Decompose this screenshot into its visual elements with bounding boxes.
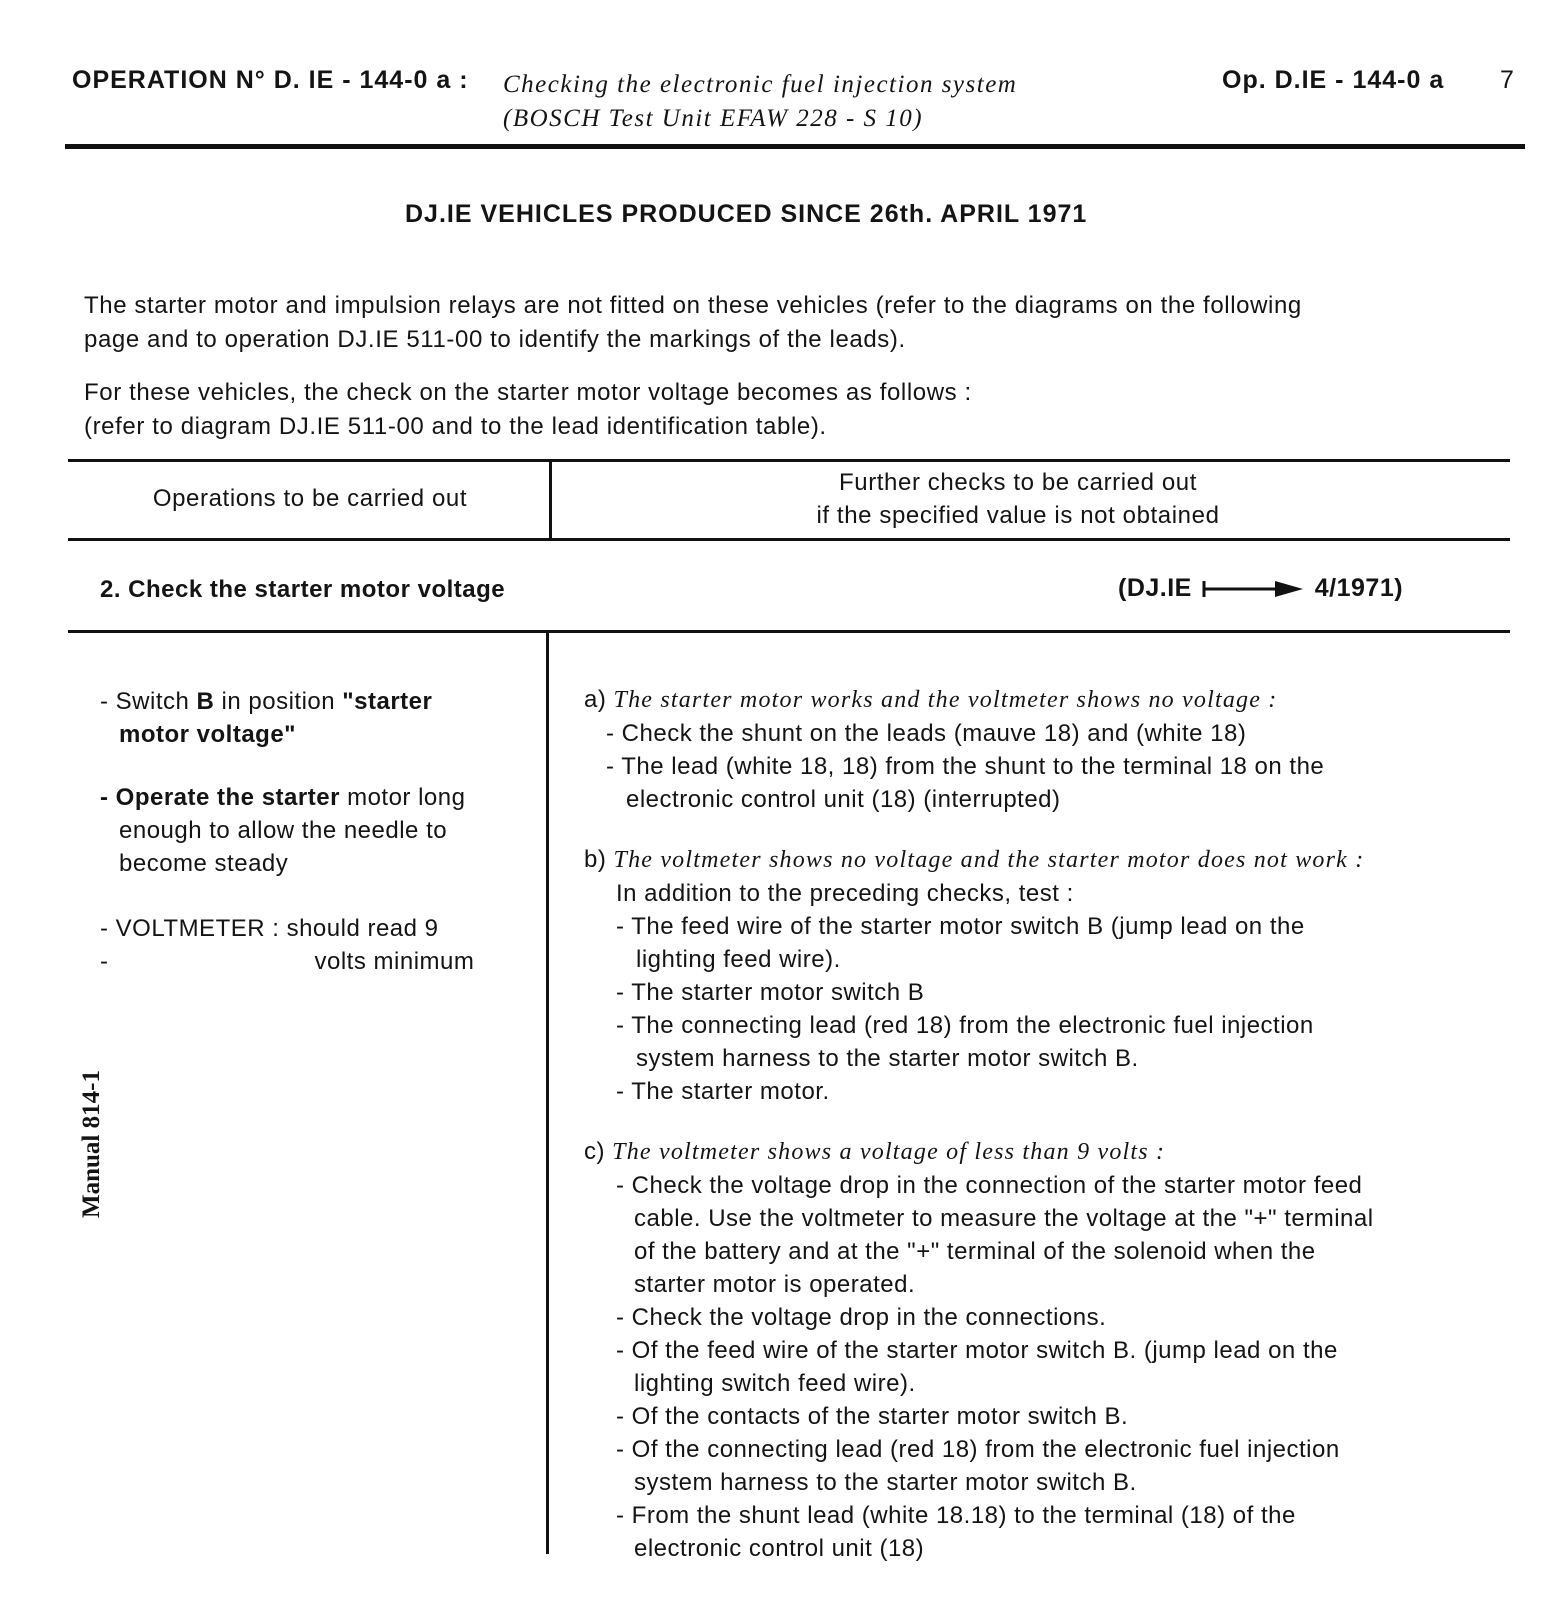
list-item: - Of the connecting lead (red 18) from the electronic fuel injection xyxy=(616,1436,1340,1463)
column-header-further-checks xyxy=(553,466,1483,532)
check-case-b: b) The voltmeter shows no voltage and the starter motor does not work : In addition to the preceding checks, test : - The feed wire of the starter motor switch B (jump lead on the lighting feed wire). - The starter motor switch B - The connecting lead (red 18) from the electronic fuel injection system harness to the starter motor switch B. - The starter motor. xyxy=(584,843,1364,1108)
check-case-a: a) The starter motor works and the voltmeter shows no voltage : - Check the shunt on the leads (mauve 18) and (white 18) - The lead (white 18, 18) from the shunt to the terminal 18 on the electronic control unit (18) (interrupted) xyxy=(584,683,1324,816)
switch-label: B xyxy=(196,688,215,715)
case-c-title: The voltmeter shows a voltage of less than 9 volts : xyxy=(612,1139,1166,1165)
operation-title-line2: (BOSCH Test Unit EFAW 228 - S 10) xyxy=(503,105,924,132)
column-header-operations: Operations to be carried out xyxy=(152,485,468,512)
list-item: - The connecting lead (red 18) from the electronic fuel injection xyxy=(616,1012,1314,1039)
list-item: - Of the feed wire of the starter motor switch B. (jump lead on the xyxy=(616,1337,1338,1364)
check-ref-suffix: 4/1971) xyxy=(1314,574,1404,602)
check-case-c: c) The voltmeter shows a voltage of less than 9 volts : - Check the voltage drop in the connection of the starter motor feed cable. Use the voltmeter to measure the voltage at the "+" terminal of the battery and at the "+" terminal of the solenoid when the starter motor is operated. - Check the voltage drop in the connections. - Of the feed wire of the starter motor switch B. (jump lead on the lighting switch feed wire). - Of the contacts of the starter motor switch B. - Of the connecting lead (red 18) from the electronic fuel injection system harness to the starter motor switch B. - From the shunt lead (white 18.18) to the terminal (18) of the electronic control unit (18) xyxy=(584,1135,1374,1565)
list-item: - The starter motor. xyxy=(616,1078,830,1105)
body-column-divider xyxy=(546,630,549,1554)
operation-title xyxy=(503,68,1017,136)
intro-p1-line1: The starter motor and impulsion relays are not fitted on these vehicles (refer to the diagrams on the following xyxy=(84,292,1302,319)
list-item: - Check the voltage drop in the connections. xyxy=(616,1304,1107,1331)
case-b-intro: In addition to the preceding checks, test : xyxy=(616,880,1074,907)
table-top-rule xyxy=(68,459,1510,462)
check-title-rule xyxy=(68,630,1510,633)
intro-p2-line2: (refer to diagram DJ.IE 511-00 and to the lead identification table). xyxy=(84,413,827,440)
list-item: system harness to the starter motor switch B. xyxy=(634,1469,1137,1496)
header-rule xyxy=(65,144,1525,149)
list-item: electronic control unit (18) (interrupted) xyxy=(626,786,1061,813)
list-item: - Check the shunt on the leads (mauve 18) and (white 18) xyxy=(606,720,1247,747)
intro-paragraph-2 xyxy=(84,376,972,444)
list-item: - The starter motor switch B xyxy=(616,979,925,1006)
column-header-further-checks-line2: if the specified value is not obtained xyxy=(816,502,1220,529)
check-reference xyxy=(1118,574,1403,603)
check-title: 2. Check the starter motor voltage xyxy=(100,576,506,603)
header-column-divider xyxy=(549,459,552,540)
check-ref-prefix: (DJ.IE xyxy=(1118,574,1192,602)
page-number: 7 xyxy=(1500,66,1514,94)
table-header-rule xyxy=(68,538,1510,541)
operation-step-2: - Operate the starter motor long enough to allow the needle to become steady xyxy=(100,784,466,877)
column-header-further-checks-line1: Further checks to be carried out xyxy=(838,469,1198,496)
operation-ref: Op. D.IE - 144-0 a xyxy=(1222,66,1445,94)
intro-p2-line1: For these vehicles, the check on the starter motor voltage becomes as follows : xyxy=(84,379,972,406)
list-item: lighting switch feed wire). xyxy=(634,1370,916,1397)
intro-p1-line2: page and to operation DJ.IE 511-00 to identify the markings of the leads). xyxy=(84,326,906,353)
list-item: of the battery and at the "+" terminal of the solenoid when the xyxy=(634,1238,1316,1265)
list-item: cable. Use the voltmeter to measure the voltage at the "+" terminal xyxy=(634,1205,1374,1232)
list-item: electronic control unit (18) xyxy=(634,1535,925,1562)
list-item: - Check the voltage drop in the connection of the starter motor feed xyxy=(616,1172,1363,1199)
case-a-title: The starter motor works and the voltmeter shows no voltage : xyxy=(613,687,1278,713)
operation-title-line1: Checking the electronic fuel injection system xyxy=(503,71,1018,98)
list-item: - The feed wire of the starter motor switch B (jump lead on the xyxy=(616,913,1305,940)
operation-number: OPERATION N° D. IE - 144-0 a : xyxy=(72,66,469,94)
list-item: system harness to the starter motor switch B. xyxy=(636,1045,1139,1072)
case-b-title: The voltmeter shows no voltage and the starter motor does not work : xyxy=(613,847,1365,873)
list-item: - From the shunt lead (white 18.18) to the terminal (18) of the xyxy=(616,1502,1296,1529)
arrow-right-icon xyxy=(1201,578,1305,600)
list-item: - Of the contacts of the starter motor switch B. xyxy=(616,1403,1129,1430)
operation-step-1: - Switch B in position "starter motor voltage" xyxy=(100,688,433,748)
intro-paragraph-1 xyxy=(84,289,1302,357)
list-item: lighting feed wire). xyxy=(636,946,841,973)
list-item: starter motor is operated. xyxy=(634,1271,916,1298)
section-title: DJ.IE VEHICLES PRODUCED SINCE 26th. APRIL 1971 xyxy=(405,200,1088,228)
operation-step-3: - VOLTMETER : should read 9 - volts minimum xyxy=(100,915,475,975)
list-item: - The lead (white 18, 18) from the shunt to the terminal 18 on the xyxy=(606,753,1325,780)
manual-reference: Manual 814-1 xyxy=(78,1070,105,1218)
